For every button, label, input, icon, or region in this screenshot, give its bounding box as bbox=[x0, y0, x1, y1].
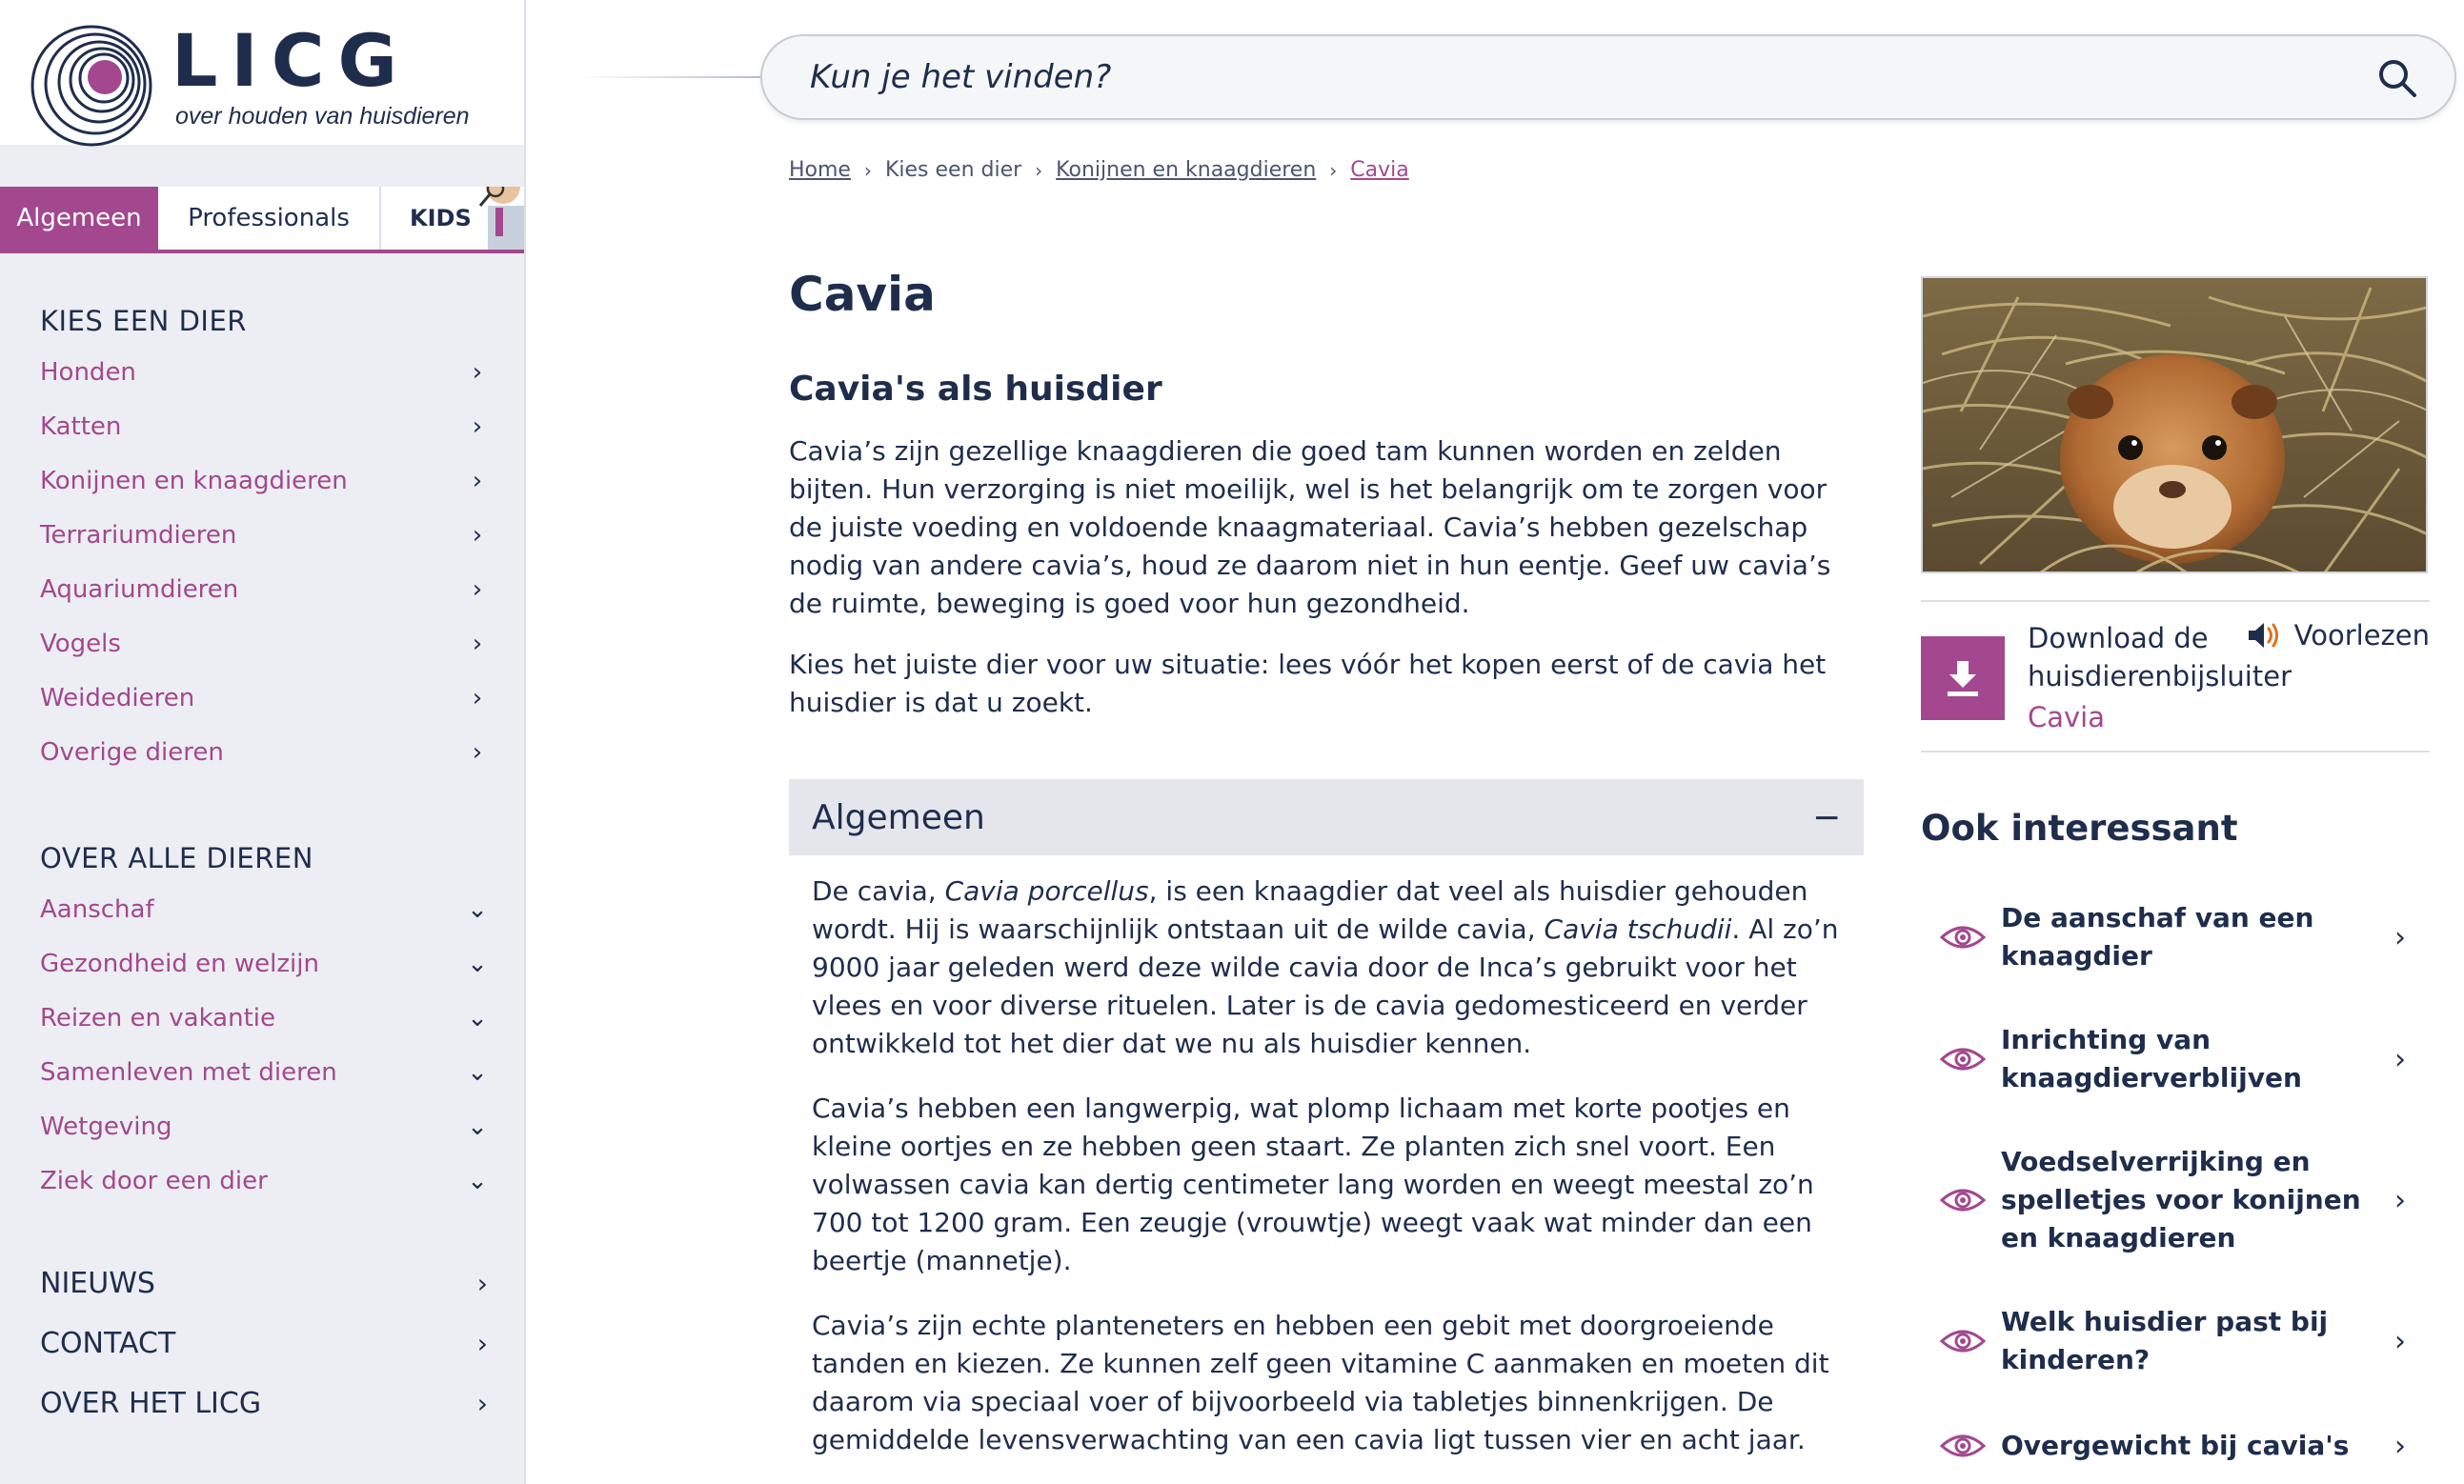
text-run: , is een knaagdier dat veel als huisdier gehouden wordt. Hij is waarschijnlijk ontstaan uit de wilde cavia, bbox=[812, 875, 1808, 945]
eye-icon bbox=[1940, 1433, 1986, 1459]
eye-icon bbox=[1940, 924, 1986, 951]
chevron-right-icon: › bbox=[472, 466, 483, 495]
eye-icon bbox=[1940, 1046, 1986, 1073]
download-leaflet bbox=[1921, 602, 2430, 751]
related-item-label: De aanschaf van een knaagdier bbox=[2001, 902, 2314, 972]
related-item[interactable] bbox=[1921, 1120, 2430, 1280]
chevron-down-icon: ⌄ bbox=[467, 894, 488, 924]
breadcrumb-separator: › bbox=[1329, 158, 1338, 182]
sidebar bbox=[0, 0, 526, 1484]
download-button[interactable] bbox=[1921, 636, 2005, 720]
sidebar-item-samenleven[interactable] bbox=[40, 1045, 488, 1099]
download-animal-label: Cavia bbox=[2028, 701, 2106, 733]
guinea-pig-photo bbox=[1921, 276, 2428, 573]
chevron-down-icon: ⌄ bbox=[467, 1003, 488, 1033]
chevron-right-icon: › bbox=[2394, 1324, 2406, 1358]
search-decor-line bbox=[577, 76, 768, 78]
sidebar-item-contact[interactable] bbox=[40, 1314, 488, 1374]
text-run: . Al zo’n 9000 jaar geleden werd deze wilde cavia door de Inca’s gebruikt voor het vlees en voor diverse rituelen. Later is de cavia gedomesticeerd en verder ontwikkeld tot het dier dat we nu als huisdier kennen. bbox=[812, 913, 1839, 1059]
sidebar-item-label: Reizen en vakantie bbox=[40, 1003, 275, 1033]
breadcrumb-home[interactable]: Home bbox=[789, 158, 851, 182]
sidebar-item-label: Gezondheid en welzijn bbox=[40, 949, 319, 978]
chevron-right-icon: › bbox=[476, 1328, 488, 1359]
chevron-down-icon: ⌄ bbox=[467, 1057, 488, 1087]
sidebar-item-ziek[interactable] bbox=[40, 1153, 488, 1208]
sidebar-item-label: Aquariumdieren bbox=[40, 574, 239, 604]
sidebar-item-aanschaf[interactable] bbox=[40, 882, 488, 936]
sidebar-item-label: Weidedieren bbox=[40, 683, 195, 712]
chevron-right-icon: › bbox=[472, 520, 483, 550]
related-list bbox=[1921, 876, 2430, 1484]
nav-heading-kies-een-dier: KIES EEN DIER bbox=[40, 305, 247, 337]
guinea-pig-illustration bbox=[1923, 278, 2428, 573]
kids-mascot-icon bbox=[469, 187, 524, 250]
sidebar-item-label: Wetgeving bbox=[40, 1112, 172, 1141]
search-bar bbox=[760, 34, 2456, 120]
sidebar-item-label: Aanschaf bbox=[40, 894, 154, 924]
sidebar-item-label: OVER HET LICG bbox=[40, 1387, 262, 1420]
read-aloud-label: Voorlezen bbox=[2293, 619, 2430, 652]
nav-section-bottom bbox=[40, 1253, 488, 1434]
chevron-down-icon: ⌄ bbox=[467, 1166, 488, 1195]
related-heading: Ook interessant bbox=[1921, 808, 2238, 849]
sidebar-item-reizen[interactable] bbox=[40, 991, 488, 1045]
breadcrumb-separator: › bbox=[1035, 158, 1043, 182]
intro-paragraph: Cavia’s zijn gezellige knaagdieren die goed tam kunnen worden en zelden bijten. Hun verzorging is niet moeilijk, wel is het belangrijk om te zorgen voor de juiste voeding en voldoende knaagmateriaal. Cavia’s hebben gezelschap nodig van andere cavia’s, houd ze daarom niet in hun eentje. Geef uw cavia’s de ruimte, beweging is goed voor hun gezondheid. bbox=[789, 435, 1831, 619]
nav-heading-over-alle-dieren: OVER ALLE DIEREN bbox=[40, 842, 313, 874]
licg-logo-icon bbox=[29, 23, 154, 149]
tab-professionals[interactable]: Professionals bbox=[158, 187, 381, 250]
chevron-right-icon: › bbox=[476, 1268, 488, 1299]
sidebar-item-weidedieren[interactable] bbox=[40, 671, 488, 725]
chevron-right-icon: › bbox=[2394, 1183, 2406, 1217]
sidebar-item-overige[interactable] bbox=[40, 725, 488, 779]
chevron-right-icon: › bbox=[472, 737, 483, 767]
sidebar-item-label: Vogels bbox=[40, 629, 121, 658]
download-icon bbox=[1942, 657, 1984, 699]
chevron-right-icon: › bbox=[472, 629, 483, 658]
sidebar-item-label: NIEUWS bbox=[40, 1267, 155, 1300]
download-link[interactable]: Download de huisdierenbijsluiter bbox=[2028, 622, 2292, 692]
sidebar-item-label: Samenleven met dieren bbox=[40, 1057, 337, 1087]
chevron-down-icon: ⌄ bbox=[467, 1112, 488, 1141]
divider bbox=[1921, 751, 2430, 752]
right-column bbox=[1921, 276, 2430, 1484]
chevron-right-icon: › bbox=[472, 411, 483, 441]
breadcrumb-konijnen[interactable]: Konijnen en knaagdieren bbox=[1056, 158, 1317, 182]
nav-section-over-alle-dieren bbox=[40, 834, 488, 1208]
search-input[interactable] bbox=[810, 36, 2334, 118]
related-item-label: Welk huisdier past bij kinderen? bbox=[2001, 1306, 2329, 1375]
sidebar-item-over-het-licg[interactable] bbox=[40, 1374, 488, 1434]
accordion-title: Algemeen bbox=[812, 797, 985, 837]
sidebar-item-label: CONTACT bbox=[40, 1327, 176, 1360]
accordion-algemeen-body bbox=[789, 872, 1864, 1459]
chevron-right-icon: › bbox=[476, 1388, 488, 1419]
logo-wordmark: LICG bbox=[172, 18, 411, 103]
breadcrumb bbox=[789, 158, 1409, 182]
logo[interactable] bbox=[0, 0, 524, 145]
chevron-right-icon: › bbox=[2394, 1042, 2406, 1076]
main-content bbox=[789, 267, 1864, 1484]
accordion-paragraph: Cavia’s hebben een langwerpig, wat plomp lichaam met korte pootjes en kleine oortjes en ze hebben geen staart. Ze planten zich snel voort. Een volwassen cavia kan dertig centimeter lang worden en weegt meestal zo’n 700 tot 1200 gram. Een zeugje (vrouwtje) weegt vaak wat minder dan een beertje (mannetje). bbox=[812, 1093, 1814, 1276]
text-run: De cavia, bbox=[812, 875, 945, 907]
sidebar-item-aquarium[interactable] bbox=[40, 562, 488, 616]
chevron-right-icon: › bbox=[2394, 920, 2406, 954]
breadcrumb-kies-een-dier: Kies een dier bbox=[884, 158, 1022, 182]
section-subtitle: Cavia's als huisdier bbox=[789, 370, 1162, 409]
sidebar-item-label: Katten bbox=[40, 411, 122, 441]
sidebar-item-label: Konijnen en knaagdieren bbox=[40, 466, 348, 495]
speaker-icon bbox=[2247, 620, 2283, 651]
nav-section-kies-een-dier bbox=[40, 297, 488, 779]
read-aloud-button[interactable] bbox=[2247, 619, 2430, 652]
eye-icon bbox=[1940, 1187, 1986, 1213]
eye-icon bbox=[1940, 1328, 1986, 1354]
sidebar-item-vogels[interactable] bbox=[40, 616, 488, 671]
related-item[interactable] bbox=[1921, 876, 2430, 998]
latin-name: Cavia tschudii bbox=[1544, 913, 1732, 945]
collapse-icon[interactable]: − bbox=[1812, 797, 1842, 837]
breadcrumb-separator: › bbox=[863, 158, 872, 182]
sidebar-item-label: Terrariumdieren bbox=[40, 520, 237, 550]
tab-algemeen[interactable]: Algemeen bbox=[0, 187, 158, 250]
tab-kids-label: KIDS bbox=[410, 205, 472, 231]
intro-paragraph-choice: Kies het juiste dier voor uw situatie: lees vóór het kopen eerst of de cavia het huisdier is dat u zoekt. bbox=[789, 649, 1827, 718]
sidebar-item-terrarium[interactable] bbox=[40, 508, 488, 562]
sidebar-item-wetgeving[interactable] bbox=[40, 1099, 488, 1153]
chevron-right-icon: › bbox=[472, 683, 483, 712]
tab-kids[interactable] bbox=[381, 187, 524, 250]
chevron-right-icon: › bbox=[472, 574, 483, 604]
related-item-label: Inrichting van knaagdierverblijven bbox=[2001, 1024, 2302, 1093]
breadcrumb-current[interactable]: Cavia bbox=[1350, 158, 1409, 182]
accordion-paragraph: Cavia’s zijn echte planteneters en hebben een gebit met doorgroeiende tanden en kiezen. Ze kunnen zelf geen vitamine C aanmaken en moeten dit daarom via speciaal voer of bijvoorbeeld via tabletjes binnenkrijgen. De gemiddelde levensverwachting van een cavia ligt tussen vier en acht jaar. bbox=[812, 1310, 1829, 1455]
sidebar-item-katten[interactable] bbox=[40, 399, 488, 453]
page-title: Cavia bbox=[789, 267, 936, 322]
sidebar-item-label: Ziek door een dier bbox=[40, 1166, 268, 1195]
related-item[interactable] bbox=[1921, 998, 2430, 1120]
chevron-right-icon: › bbox=[472, 357, 483, 387]
accordion-algemeen-header[interactable] bbox=[789, 779, 1864, 855]
latin-name: Cavia porcellus bbox=[944, 875, 1149, 907]
related-item[interactable] bbox=[1921, 1402, 2430, 1484]
sidebar-item-nieuws[interactable] bbox=[40, 1253, 488, 1314]
search-icon[interactable] bbox=[2376, 57, 2418, 99]
audience-tabs bbox=[0, 187, 524, 253]
sidebar-item-label: Overige dieren bbox=[40, 737, 224, 767]
accordion-paragraph bbox=[812, 872, 1841, 1063]
logo-tagline: over houden van huisdieren bbox=[175, 103, 470, 130]
sidebar-item-honden[interactable] bbox=[40, 345, 488, 399]
related-item[interactable] bbox=[1921, 1280, 2430, 1402]
related-item-label: Voedselverrijking en spelletjes voor konijnen en knaagdieren bbox=[2001, 1146, 2361, 1253]
chevron-down-icon: ⌄ bbox=[467, 949, 488, 978]
sidebar-item-konijnen[interactable] bbox=[40, 453, 488, 508]
sidebar-item-gezondheid[interactable] bbox=[40, 936, 488, 991]
sidebar-item-label: Honden bbox=[40, 357, 136, 387]
related-item-label: Overgewicht bij cavia's bbox=[2001, 1430, 2350, 1461]
chevron-right-icon: › bbox=[2394, 1429, 2406, 1463]
